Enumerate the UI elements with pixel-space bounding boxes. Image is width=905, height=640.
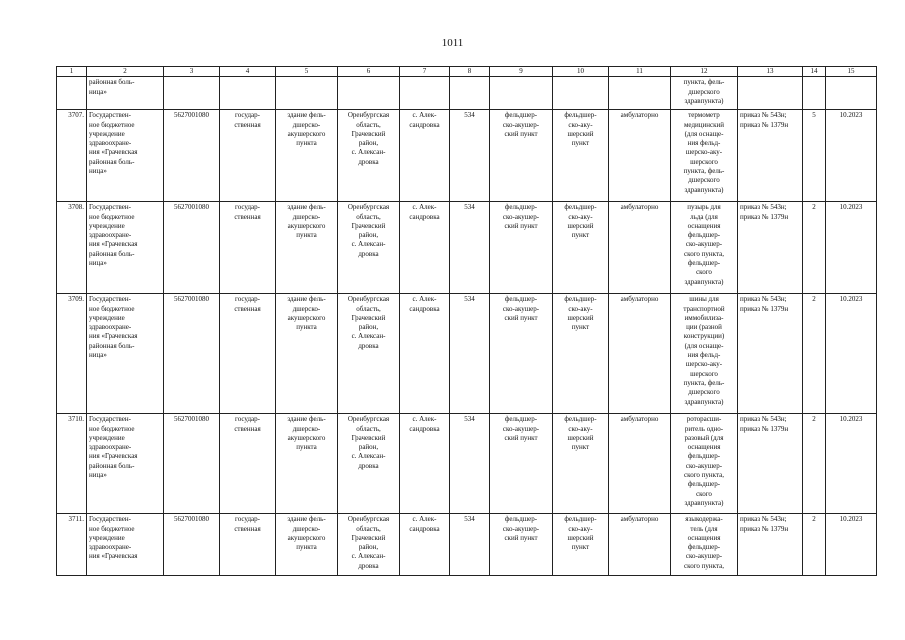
- cell-facility-type: фельдшер- ско-аку- шерский пункт: [553, 110, 609, 202]
- cell-address: Оренбургская область, Грачевский район, с. Алексан- дровка: [338, 294, 400, 414]
- cell-row-number: 3711.: [57, 514, 87, 576]
- table-row: [57, 514, 877, 576]
- cell-date: 10.2023: [826, 202, 877, 294]
- cell-row-number: 3708.: [57, 202, 87, 294]
- cell-row-number: 3710.: [57, 414, 87, 514]
- column-number: 4: [220, 67, 276, 77]
- cell-equipment: пузырь для льда (для оснащения фельдшер- ско-акушер- ского пункта, фельдшер- ского здравпункта): [671, 202, 738, 294]
- cell-locality: с. Алек- сандровка: [400, 110, 450, 202]
- column-number: 11: [609, 67, 671, 77]
- cell-facility-type: фельдшер- ско-аку- шерский пункт: [553, 294, 609, 414]
- cell-facility-type: фельдшер- ско-аку- шерский пункт: [553, 202, 609, 294]
- column-number: 8: [450, 67, 490, 77]
- cell-order: приказ № 543н; приказ № 1379н: [738, 110, 803, 202]
- cell-facility: фельдшер- ско-акушер- ский пункт: [490, 294, 553, 414]
- cell-organization: Государствен- ное бюджетное учреждение здравоохране- ния «Грачевская районная боль- ница»: [87, 202, 164, 294]
- column-number: 6: [338, 67, 400, 77]
- cell-care-form: амбулаторно: [609, 202, 671, 294]
- cell-quantity: 5: [803, 110, 826, 202]
- cell-building: здание фель- дшерско- акушерского пункта: [276, 202, 338, 294]
- column-number: 5: [276, 67, 338, 77]
- cell-quantity: 2: [803, 514, 826, 576]
- cell-facility: фельдшер- ско-акушер- ский пункт: [490, 202, 553, 294]
- cell-facility: фельдшер- ско-акушер- ский пункт: [490, 414, 553, 514]
- registry-table: [56, 66, 877, 576]
- cell-care-form: амбулаторно: [609, 294, 671, 414]
- column-number: 9: [490, 67, 553, 77]
- cell-care-form: амбулаторно: [609, 110, 671, 202]
- column-number: 15: [826, 67, 877, 77]
- cell-care-form: амбулаторно: [609, 414, 671, 514]
- cell-equipment: пункта, фель- дшерского здравпункта): [671, 77, 738, 110]
- cell-row-number: 3709.: [57, 294, 87, 414]
- cell-date: 10.2023: [826, 110, 877, 202]
- cell-quantity: 2: [803, 202, 826, 294]
- cell-locality: с. Алек- сандровка: [400, 202, 450, 294]
- cell-facility-type: фельдшер- ско-аку- шерский пункт: [553, 514, 609, 576]
- cell-code: 5627001080: [164, 514, 220, 576]
- cell-order: приказ № 543н; приказ № 1379н: [738, 202, 803, 294]
- cell-building: здание фель- дшерско- акушерского пункта: [276, 414, 338, 514]
- cell-ownership: государ- ственная: [220, 202, 276, 294]
- cell-ownership: государ- ственная: [220, 514, 276, 576]
- cell-locality: с. Алек- сандровка: [400, 514, 450, 576]
- cell-locality: с. Алек- сандровка: [400, 414, 450, 514]
- column-number: 2: [87, 67, 164, 77]
- table-row: [57, 414, 877, 514]
- table-row: [57, 294, 877, 414]
- table-row: [57, 110, 877, 202]
- cell-ownership: государ- ственная: [220, 414, 276, 514]
- cell-order: приказ № 543н; приказ № 1379н: [738, 414, 803, 514]
- cell-population: 534: [450, 514, 490, 576]
- cell-address: Оренбургская область, Грачевский район, с. Алексан- дровка: [338, 514, 400, 576]
- cell-quantity: 2: [803, 294, 826, 414]
- cell-address: Оренбургская область, Грачевский район, с. Алексан- дровка: [338, 414, 400, 514]
- column-number: 3: [164, 67, 220, 77]
- cell-quantity: 2: [803, 414, 826, 514]
- cell-row-number: 3707.: [57, 110, 87, 202]
- cell-facility-type: фельдшер- ско-аку- шерский пункт: [553, 414, 609, 514]
- continuation-row: [57, 77, 877, 110]
- cell-date: 10.2023: [826, 294, 877, 414]
- cell-date: 10.2023: [826, 414, 877, 514]
- cell-code: 5627001080: [164, 414, 220, 514]
- cell-code: 5627001080: [164, 294, 220, 414]
- column-number: 12: [671, 67, 738, 77]
- cell-code: 5627001080: [164, 202, 220, 294]
- cell-organization: Государствен- ное бюджетное учреждение здравоохране- ния «Грачевская: [87, 514, 164, 576]
- cell-organization: Государствен- ное бюджетное учреждение здравоохране- ния «Грачевская районная боль- ница»: [87, 294, 164, 414]
- page-number: 1011: [441, 37, 464, 49]
- cell-address: Оренбургская область, Грачевский район, с. Алексан- дровка: [338, 110, 400, 202]
- cell-ownership: государ- ственная: [220, 294, 276, 414]
- column-number: 10: [553, 67, 609, 77]
- table-row: [57, 202, 877, 294]
- column-number-row: [57, 67, 877, 77]
- cell-organization: Государствен- ное бюджетное учреждение здравоохране- ния «Грачевская районная боль- ница»: [87, 110, 164, 202]
- cell-population: 534: [450, 294, 490, 414]
- cell-population: 534: [450, 110, 490, 202]
- cell-code: 5627001080: [164, 110, 220, 202]
- cell-locality: с. Алек- сандровка: [400, 294, 450, 414]
- cell-care-form: амбулаторно: [609, 514, 671, 576]
- cell-date: 10.2023: [826, 514, 877, 576]
- cell-facility: фельдшер- ско-акушер- ский пункт: [490, 110, 553, 202]
- column-number: 14: [803, 67, 826, 77]
- cell-facility: фельдшер- ско-акушер- ский пункт: [490, 514, 553, 576]
- cell-population: 534: [450, 414, 490, 514]
- cell-order: приказ № 543н; приказ № 1379н: [738, 294, 803, 414]
- cell-address: Оренбургская область, Грачевский район, с. Алексан- дровка: [338, 202, 400, 294]
- cell-equipment: языкодержа- тель (для оснащения фельдшер- ско-акушер- ского пункта,: [671, 514, 738, 576]
- cell-population: 534: [450, 202, 490, 294]
- column-number: 1: [57, 67, 87, 77]
- column-number: 7: [400, 67, 450, 77]
- cell-equipment: шины для транспортной иммобилиза- ции (разной конструкции) (для оснаще- ния фельд- шерско-аку- шерского пункта, фель- дшерского здравпункта): [671, 294, 738, 414]
- cell-organization: Государствен- ное бюджетное учреждение здравоохране- ния «Грачевская районная боль- ница»: [87, 414, 164, 514]
- cell-ownership: государ- ственная: [220, 110, 276, 202]
- column-number: 13: [738, 67, 803, 77]
- cell-building: здание фель- дшерско- акушерского пункта: [276, 294, 338, 414]
- cell-building: здание фель- дшерско- акушерского пункта: [276, 514, 338, 576]
- cell-equipment: роторасши- ритель одно- разовый (для оснащения фельдшер- ско-акушер- ского пункта, фельдшер- ского здравпункта): [671, 414, 738, 514]
- cell-order: приказ № 543н; приказ № 1379н: [738, 514, 803, 576]
- cell-building: здание фель- дшерско- акушерского пункта: [276, 110, 338, 202]
- cell-equipment: термометр медицинский (для оснаще- ния фельд- шерско-аку- шерского пункта, фель- дшерского здравпункта): [671, 110, 738, 202]
- cell-organization: районная боль- ница»: [87, 77, 164, 110]
